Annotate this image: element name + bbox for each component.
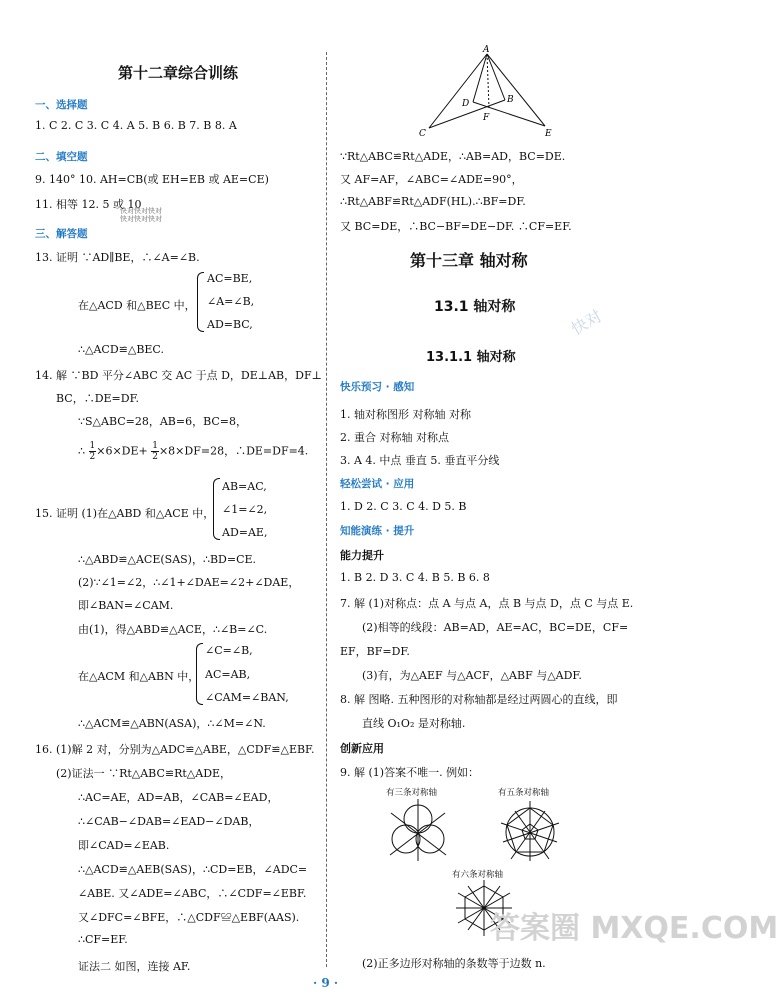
chapter-review-title: 第十二章综合训练	[118, 64, 239, 82]
brace-condition: ∠C=∠B,	[205, 644, 253, 657]
answer-line: 1. D 2. C 3. C 4. D 5. B	[340, 500, 467, 513]
q16-line: 证法二 如图，连接 AF.	[78, 960, 191, 973]
q15-line: ∴△ACM≌△ABN(ASA)，∴∠M=∠N.	[78, 717, 266, 730]
label-F: F	[483, 113, 490, 123]
column-divider	[326, 52, 327, 967]
answer-line: 3. A 4. 中点 垂直 5. 垂直平分线	[340, 454, 500, 467]
brace	[196, 643, 203, 705]
q16-line: 又∠DFC=∠BFE，∴△CDF≌△EBF(AAS).	[78, 911, 300, 924]
brace-condition: AC=AB,	[205, 668, 251, 681]
q16-line: (2)证法一 ∵Rt△ABC≌Rt△ADE，	[56, 767, 232, 780]
watermark-small: 快对快对快对 快对快对快对	[120, 207, 162, 223]
three-circles-figure	[385, 797, 451, 863]
answer-line: 8. 解 图略. 五种图形的对称轴都是经过两圆心的直线，即	[340, 693, 618, 706]
label-C: C	[419, 129, 426, 139]
subsection-title: 13.1.1 轴对称	[426, 350, 516, 365]
answer-line: 1. B 2. D 3. C 4. B 5. B 6. 8	[340, 571, 490, 584]
watermark-corner: 答案圈 MXQE.COM	[490, 911, 778, 946]
answer-line: (2)正多边形对称轴的条数等于边数 n.	[362, 957, 546, 970]
answer-line: 1. 轴对称图形 对称轴 对称	[340, 408, 471, 421]
q13-line: 13. 证明 ∵AD∥BE，∴∠A=∠B.	[35, 251, 200, 264]
q16-line: ∴AC=AE，AD=AB，∠CAB=∠EAD，	[78, 791, 279, 804]
q14-line: BC，∴DE=DF.	[56, 392, 140, 405]
q16-line: ∴△ACD≌△AEB(SAS)，∴CD=EB，∠ADC=	[78, 863, 308, 876]
q16-line: ∴∠CAB−∠DAB=∠EAD−∠DAB，	[78, 815, 260, 828]
q16-line: ∠ABE. 又∠ADE=∠ABC，∴∠CDF=∠EBF.	[78, 887, 307, 900]
figure-caption: 有六条对称轴	[452, 870, 504, 880]
answer-line: 1. C 2. C 3. C 4. A 5. B 6. B 7. B 8. A	[35, 119, 237, 132]
label-E: E	[545, 129, 552, 139]
brace	[213, 478, 220, 540]
proof-line: 又 AF=AF，∠ABC=∠ADE=90°，	[340, 173, 523, 186]
label-D: D	[462, 99, 470, 109]
q16-line: 即∠CAD=∠EAB.	[78, 839, 170, 852]
subheading-innovation: 创新应用	[340, 742, 384, 755]
answer-line: 2. 重合 对称轴 对称点	[340, 431, 449, 444]
section-heading-try: 轻松尝试 · 应用	[340, 478, 415, 490]
section-heading-preview: 快乐预习 · 感知	[340, 381, 415, 393]
answer-line: 直线 O₁O₂ 是对称轴.	[362, 717, 466, 730]
brace-condition: AD=AE,	[222, 526, 268, 539]
answer-line: (2)相等的线段：AB=AD，AE=AC，BC=DE，CF=	[362, 621, 629, 634]
q13-line: 在△ACD 和△BEC 中，	[78, 299, 196, 312]
triangle-figure	[415, 44, 565, 140]
q15-line: ∴△ABD≌△ACE(SAS)，∴BD=CE.	[78, 553, 257, 566]
q16-line: 16. (1)解 2 对，分别为△ADC≌△ABE，△CDF≌△EBF.	[35, 743, 315, 756]
brace-condition: AB=AC,	[222, 480, 267, 493]
answer-line: 11. 相等 12. 5 或 10	[35, 198, 142, 211]
section-heading-practice: 知能演练 · 提升	[340, 525, 415, 537]
brace-condition: ∠1=∠2,	[222, 503, 268, 516]
q13-line: ∴△ACD≌△BEC.	[78, 343, 164, 356]
figure-caption: 有五条对称轴	[498, 788, 550, 798]
proof-line: 又 BC=DE，∴BC−BF=DE−DF. ∴CF=EF.	[340, 220, 572, 233]
label-B: B	[507, 95, 514, 105]
brace-condition: AC=BE,	[207, 272, 253, 285]
fraction-half: $\frac{1}{2}$	[152, 441, 158, 462]
chapter-title: 第十三章 轴对称	[410, 251, 528, 270]
brace-condition: AD=BC,	[207, 318, 253, 331]
q15-line: 在△ACM 和△ABN 中，	[78, 670, 200, 683]
q16-line: ∴CF=EF.	[78, 933, 128, 946]
brace-condition: ∠A=∠B,	[207, 295, 255, 308]
pentagon-figure	[497, 797, 563, 863]
page-number: · 9 ·	[313, 976, 339, 990]
proof-line: ∴Rt△ABF≌Rt△ADF(HL).∴BF=DF.	[340, 195, 526, 208]
answer-line: (3)有，为△AEF 与△ACF，△ABF 与△ADF.	[362, 669, 582, 682]
q15-line: (2)∵∠1=∠2，∴∠1+∠DAE=∠2+∠DAE，	[78, 576, 300, 589]
brace-condition: ∠CAM=∠BAN,	[205, 691, 289, 704]
figure-caption: 有三条对称轴	[386, 788, 438, 798]
watermark: 快对	[567, 306, 606, 339]
q14-line: ∵S△ABC=28，AB=6，BC=8，	[78, 415, 248, 428]
brace	[197, 272, 204, 332]
q14-line: 14. 解 ∵BD 平分∠ABC 交 AC 于点 D，DE⊥AB，DF⊥	[35, 369, 322, 382]
answer-line: 9. 140° 10. AH=CB(或 EH=EB 或 AE=CE)	[35, 173, 269, 186]
section-title: 13.1 轴对称	[434, 299, 516, 315]
section-heading-choice: 一、选择题	[35, 99, 88, 111]
answer-line: EF，BF=DF.	[340, 645, 410, 658]
q15-line: 即∠BAN=∠CAM.	[78, 599, 174, 612]
section-heading-fill: 二、填空题	[35, 151, 88, 163]
subheading-ability: 能力提升	[340, 549, 384, 562]
fraction-half: $\frac{1}{2}$	[89, 441, 96, 462]
label-A: A	[483, 45, 490, 55]
q14-equation: ∴ $\frac{1}{2}$ ×6×DE+ $\frac{1}{2}$ ×8×DF=28，∴DE=DF=4.	[78, 441, 309, 462]
proof-line: ∵Rt△ABC≌Rt△ADE，∴AB=AD，BC=DE.	[340, 150, 566, 163]
section-heading-solve: 三、解答题	[35, 228, 88, 240]
answer-line: 7. 解 (1)对称点：点 A 与点 A，点 B 与点 D，点 C 与点 E.	[340, 597, 634, 610]
q15-line: 15. 证明 (1)在△ABD 和△ACE 中，	[35, 507, 215, 520]
q15-line: 由(1)，得△ABD≌△ACE，∴∠B=∠C.	[78, 623, 268, 636]
answer-line: 9. 解 (1)答案不唯一. 例如：	[340, 766, 480, 779]
